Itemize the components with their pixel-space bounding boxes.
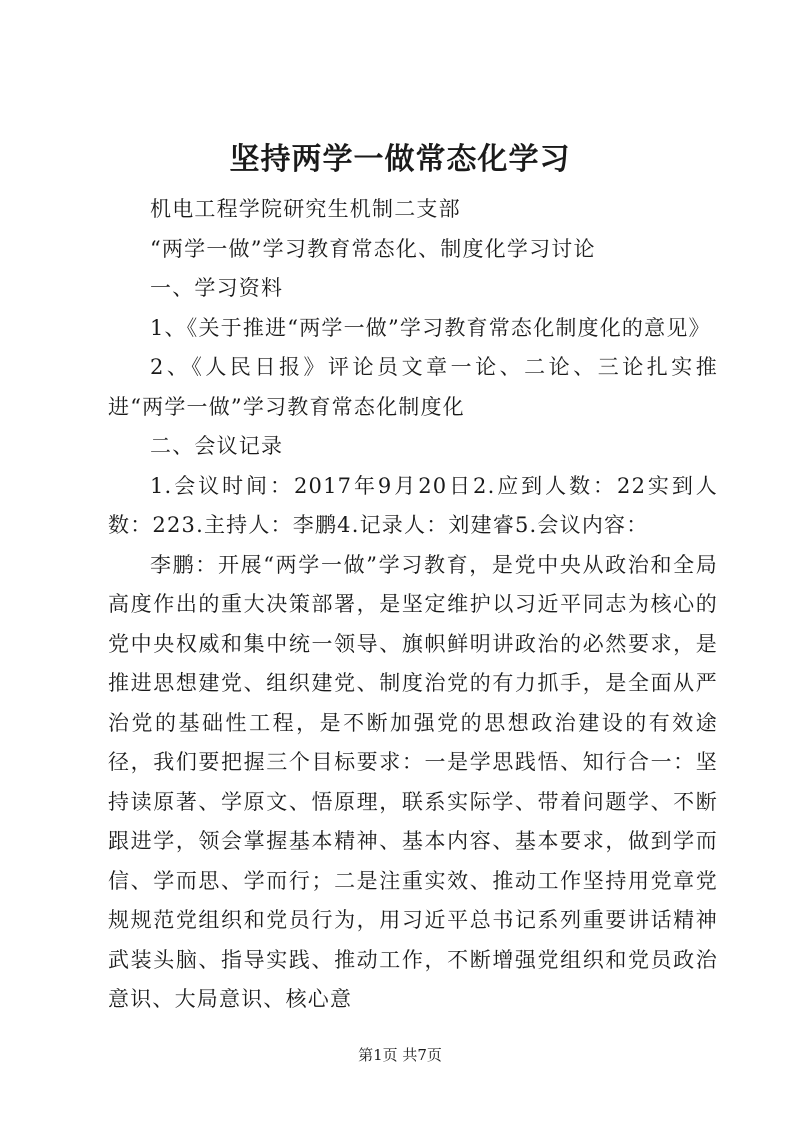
- document-body: [108, 190, 718, 1020]
- paragraph-speech: 李鹏：开展“两学一做”学习教育，是党中央从政治和全局高度作出的重大决策部署，是坚定维护以习近平同志为核心的党中央权威和集中统一领导、旗帜鲜明讲政治的必然要求，是推进思想建党、组织建党、制度治党的有力抓手，是全面从严治党的基础性工程，是不断加强党的思想政治建设的有效途径，我们要把握三个目标要求：一是学思践悟、知行合一：坚持读原著、学原文、悟原理，联系实际学、带着问题学、不断跟进学，领会掌握基本精神、基本内容、基本要求，做到学而信、学而思、学而行；二是注重实效、推动工作坚持用党章党规规范党组织和党员行为，用习近平总书记系列重要讲话精神武装头脑、指导实践、推动工作，不断增强党组织和党员政治意识、大局意识、核心意: [108, 552, 718, 1011]
- document-title: 坚持两学一做常态化学习: [229, 142, 571, 177]
- paragraph-meeting-info: 1.会议时间：2017年9月20日2.应到人数：22实到人数：223.主持人：李鹏4.记录人：刘建睿5.会议内容：: [108, 473, 718, 537]
- section-heading-materials: 一、学习资料: [150, 276, 284, 300]
- paragraph-branch: 机电工程学院研究生机制二支部: [150, 197, 461, 221]
- section-heading-minutes: 二、会议记录: [150, 434, 284, 458]
- paragraph-topic: “两学一做”学习教育常态化、制度化学习讨论: [150, 236, 596, 261]
- paragraph-material-1: 1、《关于推进“两学一做”学习教育常态化制度化的意见》: [150, 315, 711, 340]
- page-footer: 第1页 共7页: [358, 1046, 442, 1064]
- paragraph-material-2: 2、《人民日报》评论员文章一论、二论、三论扎实推进“两学一做”学习教育常态化制度化: [108, 355, 718, 419]
